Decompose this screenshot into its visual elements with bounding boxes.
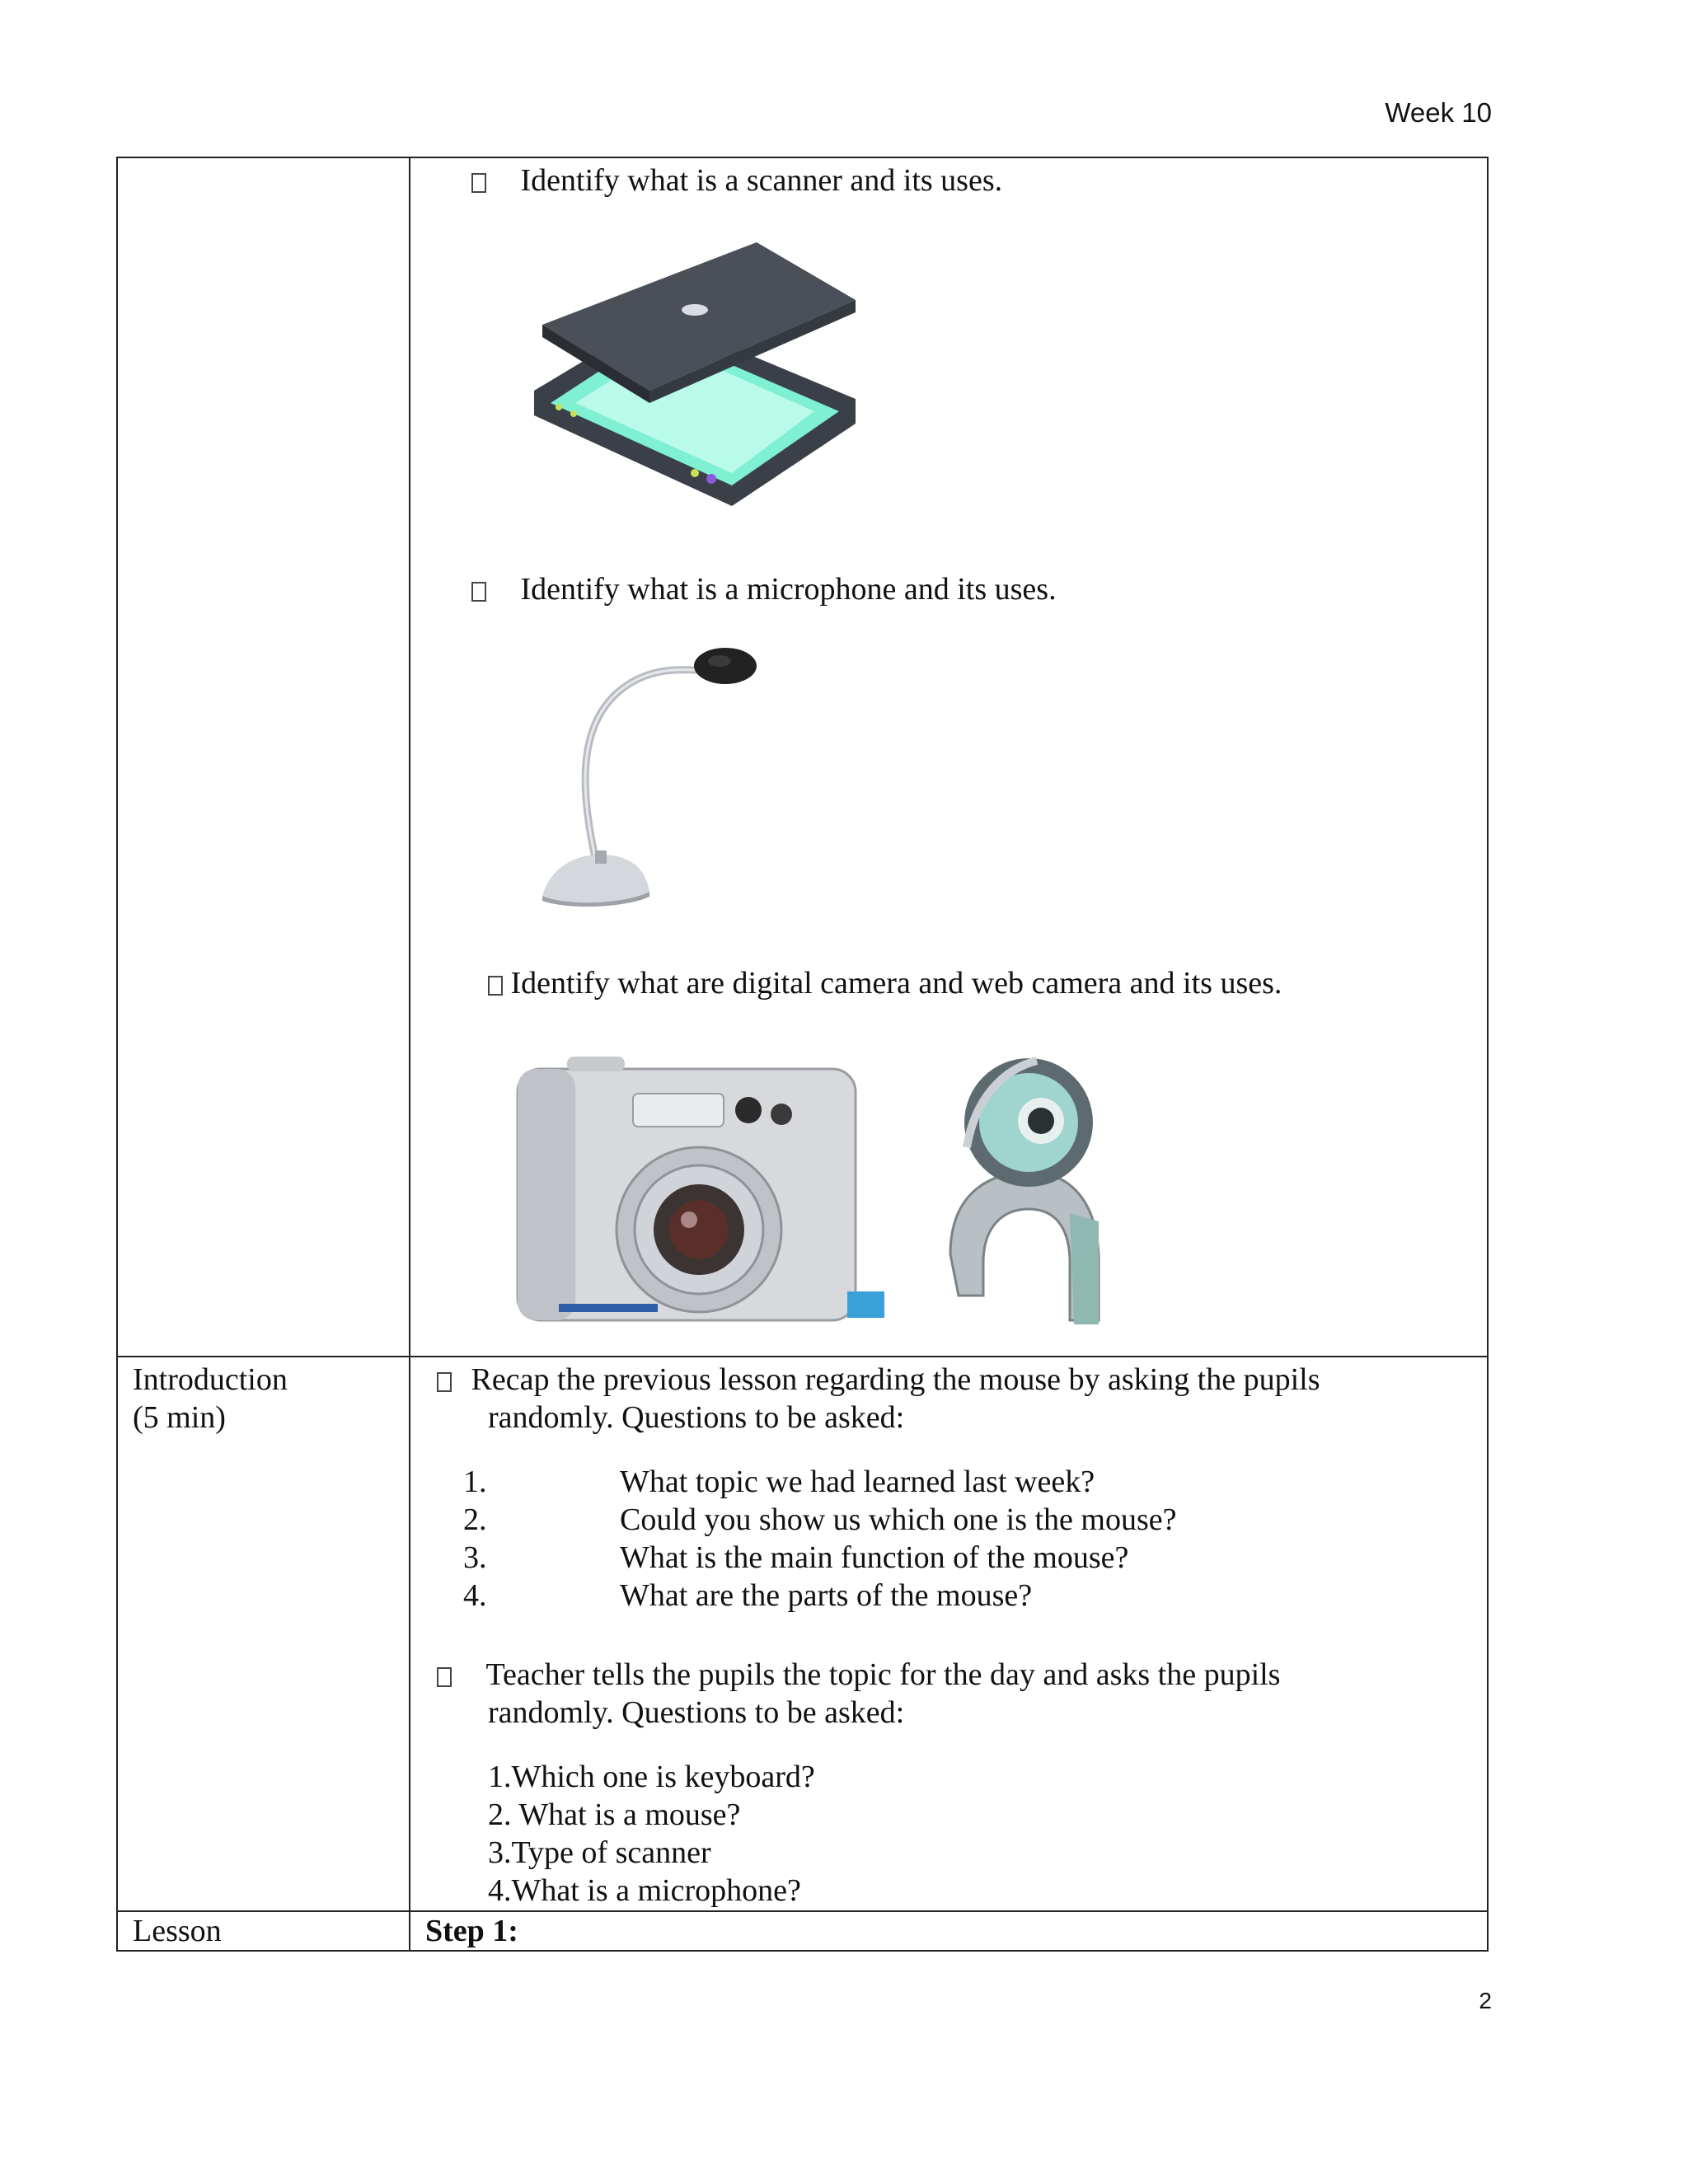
lesson-content-cell: [410, 1911, 1488, 1951]
recap-line-1: Recap the previous lesson regarding the mouse by asking the pupils: [471, 1362, 1320, 1397]
topic-line-2: randomly. Questions to be asked:: [488, 1695, 905, 1730]
bullet-icon: [488, 976, 503, 996]
topic-line-1: Teacher tells the pupils the topic for the day and asks the pupils: [485, 1657, 1281, 1692]
list-item: 3. What is the main function of the mouse?: [463, 1540, 1129, 1575]
introduction-label-cell: [117, 1357, 410, 1911]
lesson-row: [117, 1911, 1488, 1951]
objective-scanner: [471, 162, 1002, 199]
list-item: 1.Which one is keyboard?: [488, 1760, 815, 1794]
list-item: 2. Could you show us which one is the mouse?: [463, 1502, 1177, 1537]
objectives-row: [117, 157, 1488, 1357]
objectives-content-cell: [410, 157, 1488, 1357]
bullet-icon: [471, 582, 486, 602]
bullet-icon: [437, 1667, 452, 1687]
lesson-step: Step 1:: [425, 1914, 518, 1948]
introduction-label: Introduction: [133, 1362, 288, 1397]
objectives-label-cell: [117, 157, 410, 1357]
list-item: 1. What topic we had learned last week?: [463, 1465, 1095, 1499]
microphone-image: [534, 644, 806, 908]
lesson-plan-table: [116, 157, 1489, 1952]
topic-questions-list: [488, 1758, 815, 1910]
bullet-icon: [437, 1372, 452, 1392]
introduction-content-cell: [410, 1357, 1488, 1911]
topic-paragraph: [437, 1656, 1280, 1694]
objective-microphone-text: Identify what is a microphone and its uses.: [520, 572, 1057, 607]
lesson-label: Lesson: [133, 1914, 222, 1948]
recap-line-2: randomly. Questions to be asked:: [488, 1400, 905, 1435]
list-item: 3.Type of scanner: [488, 1835, 711, 1870]
recap-paragraph: [437, 1361, 1320, 1399]
list-item: 4.What is a microphone?: [488, 1873, 801, 1908]
lesson-label-cell: [117, 1911, 410, 1951]
page-number: 2: [1479, 1988, 1492, 2013]
web-camera-icon: [950, 1058, 1099, 1324]
list-item: 4. What are the parts of the mouse?: [463, 1578, 1033, 1613]
objective-cameras-text: Identify what are digital camera and web camera and its uses.: [510, 966, 1282, 1001]
recap-questions-list: [463, 1463, 1177, 1615]
page-header-week: Week 10: [1385, 97, 1492, 128]
objective-scanner-text: Identify what is a scanner and its uses.: [520, 163, 1003, 198]
bullet-icon: [471, 173, 486, 193]
objective-cameras: [488, 964, 1282, 1002]
objective-microphone: [471, 570, 1057, 608]
introduction-row: [117, 1357, 1488, 1911]
scanner-image: [526, 234, 880, 531]
digital-camera-icon: [518, 1057, 884, 1320]
cameras-image: [501, 1048, 1160, 1345]
list-item: 2. What is a mouse?: [488, 1797, 741, 1832]
introduction-duration: (5 min): [133, 1400, 226, 1435]
